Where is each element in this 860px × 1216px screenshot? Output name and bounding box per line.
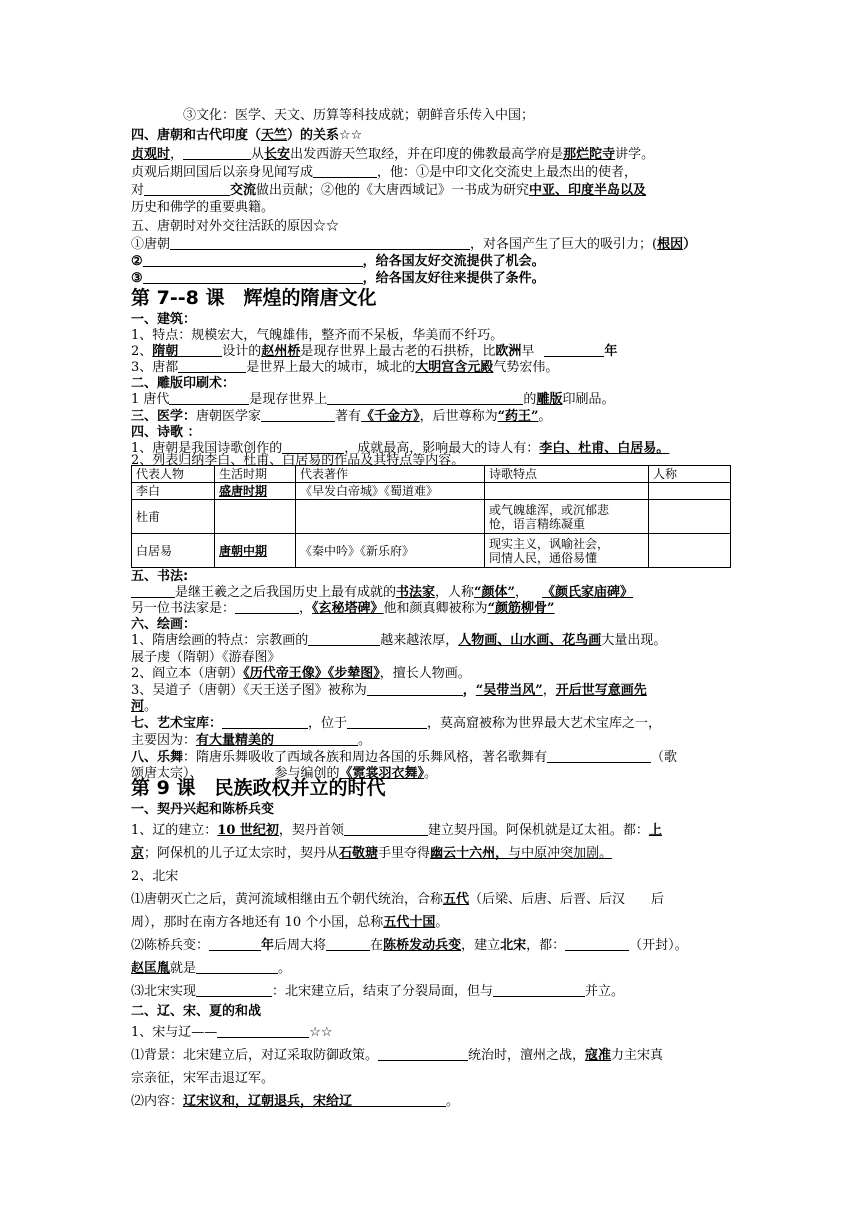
paragraph-line: 2、北宋 bbox=[131, 869, 179, 884]
blank-field bbox=[326, 937, 370, 951]
paragraph-line: 1、辽的建立：10 世纪初，契丹首领 建立契丹国。阿保机就是辽太祖。都：上 bbox=[131, 823, 662, 838]
table-cell bbox=[485, 483, 649, 500]
paragraph-line: 贞观后期回国后以亲身见闻写成 ，他：①是中印文化交流史上最杰出的使者， bbox=[131, 165, 638, 180]
blank-field bbox=[274, 732, 358, 746]
blank-field bbox=[131, 584, 175, 598]
section-heading-painting: 六、绘画： bbox=[131, 617, 197, 632]
section-heading-wars: 二、辽、宋、夏的和战 bbox=[131, 1004, 262, 1019]
blank-field bbox=[544, 343, 604, 357]
blank-field bbox=[565, 937, 629, 951]
blank-field bbox=[196, 960, 278, 974]
blank-field bbox=[143, 253, 363, 267]
paragraph-line: 1、唐朝是我国诗歌创作的 ，成就最高，影响最大的诗人有：李白、杜甫、白居易。 bbox=[131, 441, 670, 456]
blank-field bbox=[378, 1047, 468, 1061]
paragraph-line: ⑵内容：辽宋议和，辽朝退兵，宋给辽 。 bbox=[131, 1094, 460, 1109]
blank-field bbox=[143, 270, 363, 284]
blank-field bbox=[347, 715, 427, 729]
paragraph-line: 1、宋与辽—— ☆☆ bbox=[131, 1025, 333, 1040]
table-cell: 《秦中吟》《新乐府》 bbox=[296, 534, 485, 568]
table-cell: 现实主义，讽喻社会， 同情人民，通俗易懂 bbox=[485, 534, 649, 568]
paragraph-line: 三、医学：唐朝医学家 著有《千金方》，后世尊称为“药王”。 bbox=[131, 409, 552, 424]
paragraph-line: 2、隋朝 设计的赵州桥是现存世界上最古老的石拱桥，比欧洲早 年 bbox=[131, 344, 618, 359]
blank-field bbox=[144, 182, 230, 196]
paragraph-line: 是继王羲之之后我国历史上最有成就的书法家，人称“颜体”， 《颜氏家庙碑》 bbox=[131, 584, 731, 601]
blank-field bbox=[352, 1093, 446, 1107]
table-header: 代表人物 bbox=[132, 466, 215, 483]
paragraph-line: 3、唐都 是世界上最大的城市，城北的大明宫含元殿气势宏伟。 bbox=[131, 360, 559, 375]
paragraph-line: 展子虔（隋朝）《游春图》 bbox=[131, 650, 281, 665]
paragraph-line: 宗亲征，宋军击退辽军。 bbox=[131, 1071, 275, 1086]
blank-field bbox=[344, 822, 428, 836]
paragraph-line: 八、乐舞：隋唐乐舞吸收了西域各族和周边各国的乐舞风格，著名歌舞有 （歌 bbox=[131, 750, 678, 765]
culture-line: ③文化：医学、天文、历算等科技成就；朝鲜音乐传入中国； bbox=[183, 108, 535, 123]
table-cell bbox=[649, 534, 731, 568]
blank-field bbox=[235, 600, 299, 614]
blank-field bbox=[169, 391, 249, 405]
table-row bbox=[132, 483, 731, 500]
table-header: 诗歌特点 bbox=[485, 466, 649, 483]
section-heading-india: 四、唐朝和古代印度（天竺）的关系☆☆ bbox=[131, 128, 363, 143]
paragraph-line: 1、特点：规模宏大，气魄雄伟，整齐而不呆板，华美而不纤巧。 bbox=[131, 328, 504, 343]
paragraph-line: 3、吴道子（唐朝）《天王送子图》被称为 ，“吴带当风”，开后世写意画先 bbox=[131, 683, 647, 698]
paragraph-line: 颂唐太宗）、 参与编创的《霓裳羽衣舞》。 bbox=[131, 766, 438, 781]
paragraph-line: 七、艺术宝库： ，位于 ，莫高窟被称为世界最大艺术宝库之一， bbox=[131, 716, 662, 731]
paragraph-line: 赵匡胤就是 。 bbox=[131, 961, 292, 976]
section-heading-poetry: 四、诗歌 ： bbox=[131, 425, 201, 440]
paragraph-line: 河。 bbox=[131, 699, 158, 714]
table-cell: 或气魄雄浑，或沉郁悲 怆，语言精练凝重 bbox=[485, 500, 649, 534]
blank-field bbox=[493, 983, 585, 997]
paragraph-line: ⑴唐朝灭亡之后，黄河流域相继由五个朝代统治，合称五代（后梁、后唐、后晋、后汉 后 bbox=[131, 892, 665, 907]
table-cell: 李白 bbox=[132, 483, 215, 500]
table-cell: 《早发白帝城》《蜀道难》 bbox=[296, 483, 485, 500]
blank-field bbox=[196, 983, 272, 997]
table-cell: 白居易 bbox=[132, 534, 215, 568]
table-header-row bbox=[132, 466, 731, 483]
blank-field bbox=[308, 632, 380, 646]
blank-field bbox=[222, 715, 308, 729]
reason-line-3: ③ ，给各国友好往来提供了条件。 bbox=[131, 271, 545, 286]
lesson-title-7-8: 第 7--8 课 辉煌的隋唐文化 bbox=[131, 287, 377, 309]
table-cell: 杜甫 bbox=[132, 500, 215, 534]
table-cell: 唐朝中期 bbox=[215, 534, 296, 568]
blank-field bbox=[261, 408, 335, 422]
reason-line-2: ② ，给各国友好交流提供了机会。 bbox=[131, 254, 545, 269]
section-heading-calligraphy: 五、书法: bbox=[131, 569, 189, 584]
table-header: 人称 bbox=[649, 466, 731, 483]
section-heading-printing: 二、雕版印刷术： bbox=[131, 376, 236, 391]
paragraph-line: 京；阿保机的儿子辽太宗时，契丹从石敬瑭手里夺得幽云十六州，与中原冲突加剧。 bbox=[131, 846, 613, 861]
blank-field bbox=[178, 359, 246, 373]
blank-field bbox=[183, 146, 251, 160]
table-header: 代表著作 bbox=[296, 466, 485, 483]
blank-field bbox=[547, 749, 651, 763]
blank-field bbox=[209, 937, 261, 951]
paragraph-line: ⑵陈桥兵变： 年后周大将 在陈桥发动兵变，建立北宋，都： （开封）。 bbox=[131, 938, 688, 953]
paragraph-line: 周），那时在南方各地还有 10 个小国，总称五代十国。 bbox=[131, 915, 449, 930]
blank-field bbox=[170, 236, 470, 250]
blank-field bbox=[217, 1024, 309, 1038]
table-cell bbox=[215, 500, 296, 534]
paragraph-line: 主要因为：有大量精美的 。 bbox=[131, 733, 372, 748]
section-heading-architecture: 一、建筑： bbox=[131, 312, 197, 327]
table-cell bbox=[296, 500, 485, 534]
paragraph-line: ⑶北宋实现 ：北宋建立后，结束了分裂局面，但与 并立。 bbox=[131, 984, 625, 999]
table-row bbox=[132, 500, 731, 534]
blank-field bbox=[178, 343, 222, 357]
paragraph-line: ⑴背景：北宋建立后，对辽采取防御政策。 统治时，澶州之战，寇准力主宋真 bbox=[131, 1048, 664, 1063]
blank-field bbox=[327, 391, 523, 405]
paragraph-line: 1 唐代 是现存世界上 的雕版印刷品。 bbox=[131, 392, 615, 407]
section-heading-reasons: 五、唐朝时对外交往活跃的原因☆☆ bbox=[131, 219, 340, 234]
table-cell bbox=[649, 500, 731, 534]
table-row bbox=[132, 534, 731, 568]
paragraph-line: 对 交流做出贡献；②他的《大唐西域记》一书成为研究中亚、印度半岛以及 bbox=[131, 183, 647, 198]
paragraph-line: 历史和佛学的重要典籍。 bbox=[131, 200, 275, 215]
blank-field bbox=[367, 682, 463, 696]
lesson-title-9: 第 9 课 民族政权并立的时代 bbox=[131, 777, 386, 799]
table-cell: 盛唐时期 bbox=[215, 483, 296, 500]
table-header: 生活时期 bbox=[215, 466, 296, 483]
paragraph-line: 另一位书法家是： ，《玄秘塔碑》他和颜真卿被称为“颜筋柳骨” bbox=[131, 601, 555, 616]
blank-field bbox=[313, 164, 377, 178]
poets-table bbox=[131, 465, 731, 568]
reason-line-1: ①唐朝 ，对各国产生了巨大的吸引力；(根因） bbox=[131, 237, 697, 252]
section-heading-khitan: 一、契丹兴起和陈桥兵变 bbox=[131, 802, 275, 817]
paragraph-line: 2、列表归纳李白、杜甫、白居易的作品及其特点等内容。 bbox=[131, 453, 465, 468]
paragraph-line: 贞观时， 从长安出发西游天竺取经，并在印度的佛教最高学府是那烂陀寺讲学。 bbox=[131, 147, 655, 162]
paragraph-line: 2、阎立本（唐朝）《历代帝王像》《步辇图》，擅长人物画。 bbox=[131, 666, 471, 681]
table-cell bbox=[649, 483, 731, 500]
paragraph-line: 1、隋唐绘画的特点：宗教画的 越来越浓厚，人物画、山水画、花鸟画大量出现。 bbox=[131, 633, 667, 648]
